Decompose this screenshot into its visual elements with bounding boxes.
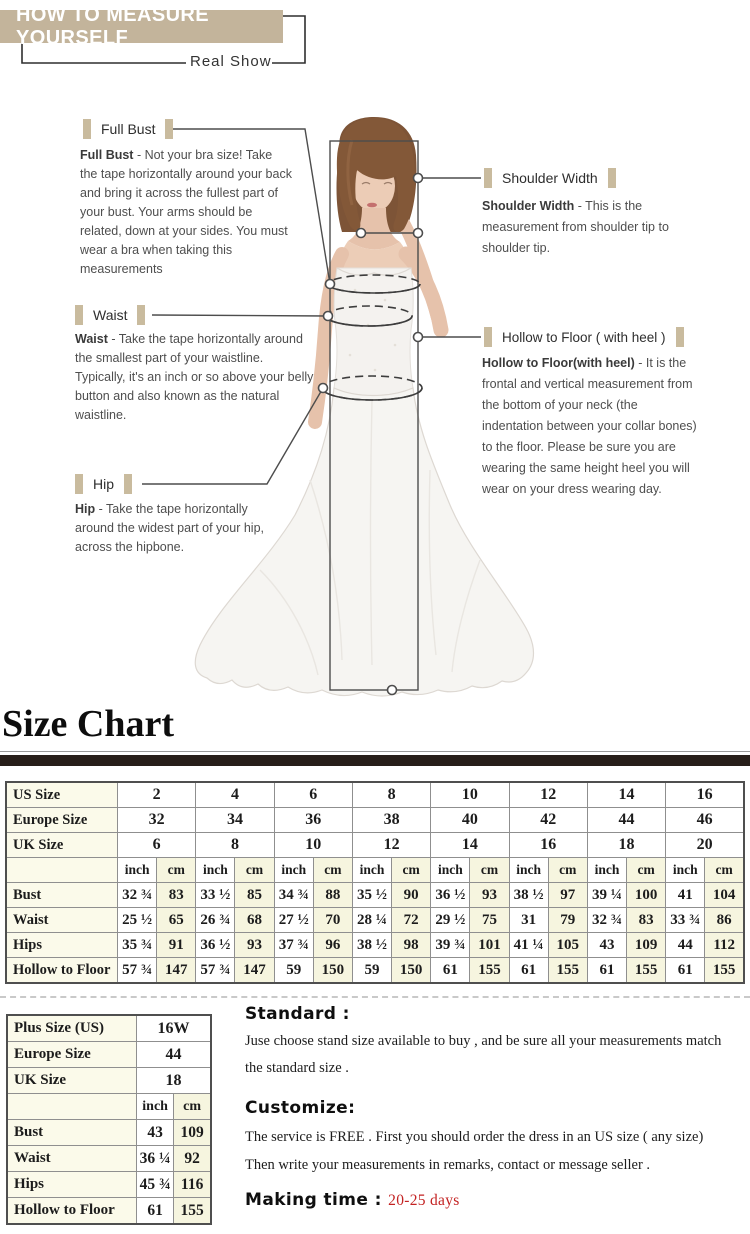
inch-value-cell: 57 ¾ xyxy=(196,958,235,984)
measure-row xyxy=(6,908,744,933)
inch-value-cell: 41 xyxy=(666,883,705,908)
cm-value-cell: 83 xyxy=(157,883,196,908)
cm-value-cell: 155 xyxy=(705,958,744,984)
inch-value-cell: 61 xyxy=(666,958,705,984)
hollow-to-floor-label-text: Hollow to Floor ( with heel ) xyxy=(502,329,666,345)
size-value-cell: 42 xyxy=(509,808,587,833)
cm-value-cell: 116 xyxy=(174,1172,211,1198)
cm-value-cell: 104 xyxy=(705,883,744,908)
row-label-cell: UK Size xyxy=(6,833,118,858)
cm-value-cell: 105 xyxy=(548,933,587,958)
shoulder-width-description-lead: Shoulder Width xyxy=(482,199,575,213)
waist-description-text: - Take the tape horizontally around the smallest part of your waistline. Typically, it's an inch or so above your belly button and also known as the natural waistline. xyxy=(75,332,314,422)
hip-label xyxy=(75,474,132,494)
real-show-label: Real Show xyxy=(190,53,272,70)
inch-value-cell: 39 ¾ xyxy=(431,933,470,958)
full-bust-label-text: Full Bust xyxy=(101,121,156,137)
cm-value-cell: 155 xyxy=(548,958,587,984)
shoulder-width-label xyxy=(484,168,616,188)
size-value-cell: 18 xyxy=(587,833,665,858)
unit-cm-cell: cm xyxy=(705,858,744,883)
cm-value-cell: 75 xyxy=(470,908,509,933)
hollow-to-floor-description-lead: Hollow to Floor(with heel) xyxy=(482,356,635,370)
measure-row xyxy=(6,933,744,958)
size-value-cell: 6 xyxy=(118,833,196,858)
customize-heading: Customize: xyxy=(245,1098,356,1118)
label-tick-icon xyxy=(124,474,132,494)
size-value-cell: 16W xyxy=(137,1015,212,1042)
waist-label xyxy=(75,305,145,325)
size-value-cell: 40 xyxy=(431,808,509,833)
making-time-label: Making time : xyxy=(245,1190,382,1210)
unit-cm-cell: cm xyxy=(157,858,196,883)
row-label-cell: Europe Size xyxy=(7,1042,137,1068)
full-bust-label xyxy=(83,119,173,139)
unit-inch-cell: inch xyxy=(666,858,705,883)
hip-description-text: - Take the tape horizontally around the widest part of your hip, across the hipbone. xyxy=(75,502,265,554)
unit-inch-cell: inch xyxy=(274,858,313,883)
size-value-cell: 10 xyxy=(274,833,352,858)
size-value-cell: 44 xyxy=(137,1042,212,1068)
cm-value-cell: 101 xyxy=(470,933,509,958)
divider-thick xyxy=(0,755,750,766)
cm-value-cell: 93 xyxy=(235,933,274,958)
cm-value-cell: 88 xyxy=(313,883,352,908)
inch-value-cell: 61 xyxy=(137,1198,174,1225)
size-value-cell: 38 xyxy=(352,808,430,833)
row-label-cell: Hips xyxy=(7,1172,137,1198)
plus-size-header-row xyxy=(7,1042,211,1068)
standard-heading: Standard : xyxy=(245,1004,350,1024)
inch-value-cell: 45 ¾ xyxy=(137,1172,174,1198)
row-label-cell: Hollow to Floor xyxy=(6,958,118,984)
unit-cm-cell: cm xyxy=(392,858,431,883)
full-bust-description-lead: Full Bust xyxy=(80,148,134,162)
size-header-row xyxy=(6,782,744,808)
inch-value-cell: 61 xyxy=(431,958,470,984)
size-value-cell: 36 xyxy=(274,808,352,833)
cm-value-cell: 155 xyxy=(470,958,509,984)
inch-value-cell: 38 ½ xyxy=(509,883,548,908)
cm-value-cell: 155 xyxy=(174,1198,211,1225)
header-banner xyxy=(0,3,283,49)
unit-inch-cell: inch xyxy=(196,858,235,883)
size-value-cell: 12 xyxy=(352,833,430,858)
plus-size-header-row xyxy=(7,1068,211,1094)
inch-value-cell: 33 ½ xyxy=(196,883,235,908)
measure-row xyxy=(7,1172,211,1198)
inch-value-cell: 39 ¼ xyxy=(587,883,626,908)
inch-value-cell: 59 xyxy=(352,958,391,984)
unit-row xyxy=(6,858,744,883)
cm-value-cell: 150 xyxy=(313,958,352,984)
unit-row xyxy=(7,1094,211,1120)
measure-row xyxy=(7,1198,211,1225)
size-value-cell: 8 xyxy=(352,782,430,808)
cm-value-cell: 97 xyxy=(548,883,587,908)
size-value-cell: 4 xyxy=(196,782,274,808)
cm-value-cell: 92 xyxy=(174,1146,211,1172)
size-value-cell: 20 xyxy=(666,833,744,858)
label-tick-icon xyxy=(484,327,492,347)
inch-value-cell: 35 ¾ xyxy=(118,933,157,958)
size-header-row xyxy=(6,808,744,833)
inch-value-cell: 26 ¾ xyxy=(196,908,235,933)
inch-value-cell: 59 xyxy=(274,958,313,984)
measure-row xyxy=(6,883,744,908)
cm-value-cell: 96 xyxy=(313,933,352,958)
size-chart-table xyxy=(5,781,745,984)
size-value-cell: 44 xyxy=(587,808,665,833)
size-value-cell: 10 xyxy=(431,782,509,808)
cm-value-cell: 83 xyxy=(627,908,666,933)
waist-description-lead: Waist xyxy=(75,332,108,346)
inch-value-cell: 43 xyxy=(587,933,626,958)
label-tick-icon xyxy=(676,327,684,347)
hollow-to-floor-description-text: - It is the frontal and vertical measurement from the bottom of your neck (the indentation between your collar bones) to the floor. Please be sure you are wearing the same height heel you will wear on your dress wearing day. xyxy=(482,356,697,496)
making-time-line xyxy=(245,1190,460,1210)
waist-description xyxy=(75,330,315,425)
inch-value-cell: 35 ½ xyxy=(352,883,391,908)
dotted-separator xyxy=(0,996,750,998)
making-time-value: 20-25 days xyxy=(388,1192,460,1209)
size-value-cell: 32 xyxy=(118,808,196,833)
hollow-to-floor-description xyxy=(482,353,702,500)
inch-value-cell: 61 xyxy=(587,958,626,984)
cm-value-cell: 150 xyxy=(392,958,431,984)
full-bust-description-text: - Not your bra size! Take the tape horizontally around your back and bring it across the fullest part of your bust. Your arms should be related, down at your sides. You must wear a bra when taking this measurements xyxy=(80,148,292,276)
label-tick-icon xyxy=(137,305,145,325)
row-label-cell: Hips xyxy=(6,933,118,958)
shoulder-width-label-text: Shoulder Width xyxy=(502,170,598,186)
cm-value-cell: 155 xyxy=(627,958,666,984)
waist-label-text: Waist xyxy=(93,307,128,323)
inch-value-cell: 33 ¾ xyxy=(666,908,705,933)
inch-value-cell: 43 xyxy=(137,1120,174,1146)
unit-inch-cell: inch xyxy=(118,858,157,883)
size-value-cell: 14 xyxy=(431,833,509,858)
plus-size-table xyxy=(6,1014,212,1225)
cm-value-cell: 65 xyxy=(157,908,196,933)
cm-value-cell: 147 xyxy=(157,958,196,984)
label-tick-icon xyxy=(484,168,492,188)
cm-value-cell: 100 xyxy=(627,883,666,908)
inch-value-cell: 31 xyxy=(509,908,548,933)
row-label-cell: Plus Size (US) xyxy=(7,1015,137,1042)
row-label-cell: Bust xyxy=(6,883,118,908)
cm-value-cell: 86 xyxy=(705,908,744,933)
cm-value-cell: 70 xyxy=(313,908,352,933)
size-value-cell: 6 xyxy=(274,782,352,808)
inch-value-cell: 57 ¾ xyxy=(118,958,157,984)
customize-text-line2: Then write your measurements in remarks, contact or message seller . xyxy=(245,1157,651,1173)
row-label-cell: Hollow to Floor xyxy=(7,1198,137,1225)
divider-thin xyxy=(0,751,750,752)
row-label-cell xyxy=(6,858,118,883)
inch-value-cell: 28 ¼ xyxy=(352,908,391,933)
unit-cm-cell: cm xyxy=(313,858,352,883)
row-label-cell: Waist xyxy=(7,1146,137,1172)
size-header-row xyxy=(6,833,744,858)
unit-inch-cell: inch xyxy=(137,1094,174,1120)
unit-inch-cell: inch xyxy=(509,858,548,883)
cm-value-cell: 68 xyxy=(235,908,274,933)
unit-cm-cell: cm xyxy=(174,1094,211,1120)
size-value-cell: 16 xyxy=(509,833,587,858)
inch-value-cell: 25 ½ xyxy=(118,908,157,933)
unit-cm-cell: cm xyxy=(627,858,666,883)
unit-inch-cell: inch xyxy=(352,858,391,883)
shoulder-width-description-text: - This is the measurement from shoulder tip to shoulder tip. xyxy=(482,199,669,255)
hollow-to-floor-label xyxy=(484,327,684,347)
full-bust-description xyxy=(80,146,292,279)
size-value-cell: 34 xyxy=(196,808,274,833)
cm-value-cell: 109 xyxy=(174,1120,211,1146)
measure-row xyxy=(7,1120,211,1146)
unit-inch-cell: inch xyxy=(431,858,470,883)
inch-value-cell: 32 ¾ xyxy=(118,883,157,908)
unit-cm-cell: cm xyxy=(235,858,274,883)
inch-value-cell: 36 ½ xyxy=(196,933,235,958)
label-tick-icon xyxy=(75,474,83,494)
inch-value-cell: 61 xyxy=(509,958,548,984)
inch-value-cell: 36 ½ xyxy=(431,883,470,908)
unit-cm-cell: cm xyxy=(548,858,587,883)
inch-value-cell: 36 ¼ xyxy=(137,1146,174,1172)
cm-value-cell: 72 xyxy=(392,908,431,933)
cm-value-cell: 85 xyxy=(235,883,274,908)
cm-value-cell: 112 xyxy=(705,933,744,958)
size-value-cell: 14 xyxy=(587,782,665,808)
inch-value-cell: 32 ¾ xyxy=(587,908,626,933)
row-label-cell: US Size xyxy=(6,782,118,808)
inch-value-cell: 37 ¾ xyxy=(274,933,313,958)
label-tick-icon xyxy=(83,119,91,139)
measure-row xyxy=(7,1146,211,1172)
cm-value-cell: 109 xyxy=(627,933,666,958)
row-label-cell: UK Size xyxy=(7,1068,137,1094)
hip-description-lead: Hip xyxy=(75,502,96,516)
size-value-cell: 2 xyxy=(118,782,196,808)
inch-value-cell: 34 ¾ xyxy=(274,883,313,908)
shoulder-width-description xyxy=(482,196,687,259)
row-label-cell: Waist xyxy=(6,908,118,933)
unit-cm-cell: cm xyxy=(470,858,509,883)
label-tick-icon xyxy=(608,168,616,188)
size-value-cell: 18 xyxy=(137,1068,212,1094)
unit-inch-cell: inch xyxy=(587,858,626,883)
customize-text-line1: The service is FREE . First you should order the dress in an US size ( any size) xyxy=(245,1129,704,1145)
cm-value-cell: 147 xyxy=(235,958,274,984)
cm-value-cell: 93 xyxy=(470,883,509,908)
row-label-cell: Bust xyxy=(7,1120,137,1146)
label-tick-icon xyxy=(165,119,173,139)
row-label-cell xyxy=(7,1094,137,1120)
inch-value-cell: 29 ½ xyxy=(431,908,470,933)
measure-row xyxy=(6,958,744,984)
size-value-cell: 16 xyxy=(666,782,744,808)
size-chart-title: Size Chart xyxy=(2,703,175,745)
size-value-cell: 12 xyxy=(509,782,587,808)
cm-value-cell: 79 xyxy=(548,908,587,933)
page-title: HOW TO MEASURE YOURSELF xyxy=(16,3,210,49)
inch-value-cell: 38 ½ xyxy=(352,933,391,958)
cm-value-cell: 98 xyxy=(392,933,431,958)
hip-label-text: Hip xyxy=(93,476,115,492)
row-label-cell: Europe Size xyxy=(6,808,118,833)
standard-text: Juse choose stand size available to buy , and be sure all your measurements match the standard size . xyxy=(245,1033,722,1076)
inch-value-cell: 41 ¼ xyxy=(509,933,548,958)
hip-description xyxy=(75,500,265,557)
cm-value-cell: 90 xyxy=(392,883,431,908)
size-value-cell: 8 xyxy=(196,833,274,858)
cm-value-cell: 91 xyxy=(157,933,196,958)
plus-size-header-row xyxy=(7,1015,211,1042)
inch-value-cell: 27 ½ xyxy=(274,908,313,933)
label-tick-icon xyxy=(75,305,83,325)
size-value-cell: 46 xyxy=(666,808,744,833)
inch-value-cell: 44 xyxy=(666,933,705,958)
